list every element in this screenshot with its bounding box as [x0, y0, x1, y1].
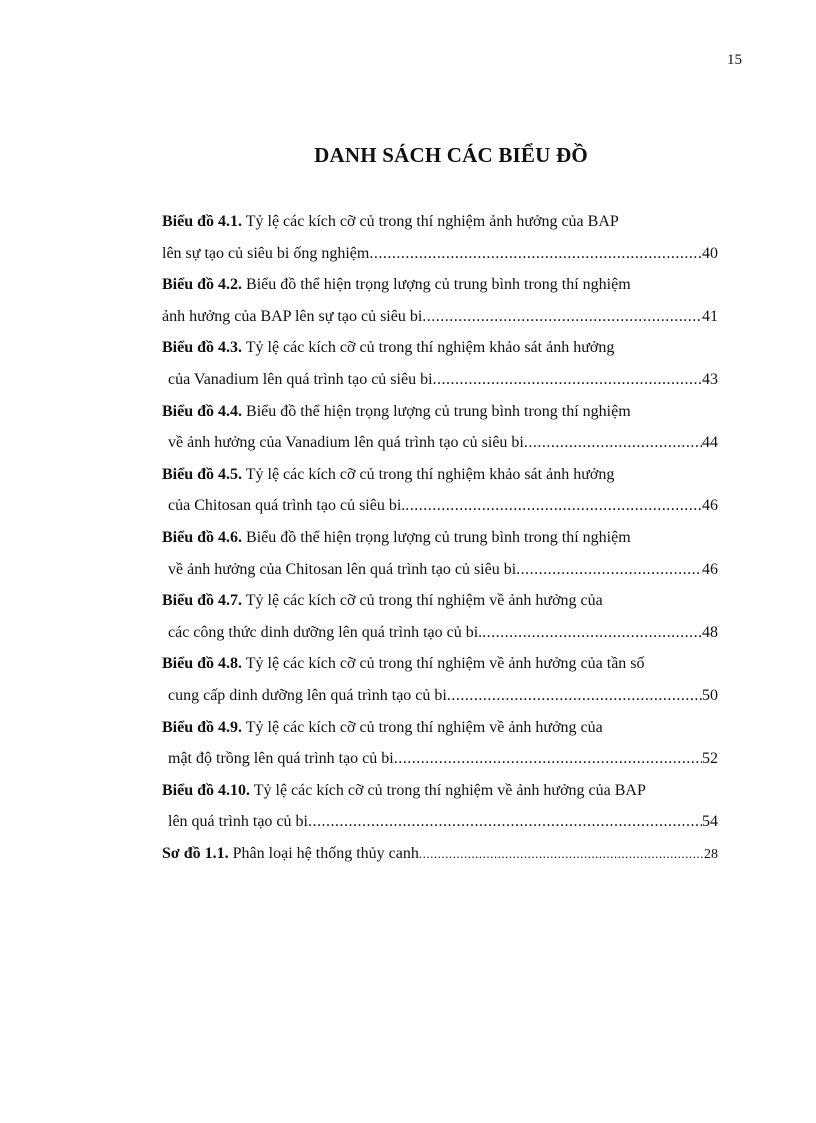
- dot-leader: [369, 238, 702, 270]
- dot-leader: [308, 806, 702, 838]
- dot-leader: [482, 617, 702, 649]
- entry-label: Biểu đồ 4.4.: [162, 402, 243, 420]
- toc-entry-4-9[interactable]: [162, 712, 718, 775]
- entry-title: Tỷ lệ các kích cỡ củ trong thí nghiệm về ảnh hưởng của: [242, 592, 603, 610]
- entry-title-continued: về ảnh hưởng của Chitosan lên quá trình tạo củ siêu bi: [168, 560, 517, 578]
- entry-title: Biểu đồ thể hiện trọng lượng củ trung bình trong thí nghiệm: [242, 528, 631, 546]
- page-number: 15: [727, 52, 742, 68]
- entry-title-continued: mật độ trồng lên quá trình tạo củ bi: [168, 750, 394, 768]
- page-title: DANH SÁCH CÁC BIỂU ĐỒ: [314, 143, 588, 167]
- entry-page-number[interactable]: 43: [702, 370, 718, 388]
- entry-page-number[interactable]: 28: [704, 846, 718, 862]
- entry-title-continued: lên quá trình tạo củ bi: [168, 813, 308, 831]
- entry-label: Biểu đồ 4.10.: [162, 781, 251, 799]
- entry-page-number[interactable]: 44: [702, 434, 718, 452]
- entry-title-continued: các công thức dinh dưỡng lên quá trình tạo củ bi.: [168, 623, 483, 641]
- entry-page-number[interactable]: 50: [702, 686, 718, 704]
- toc-entry-4-4[interactable]: [162, 396, 718, 459]
- entry-title-continued: ảnh hưởng của BAP lên sự tạo củ siêu bi: [162, 307, 423, 325]
- toc-entry-4-10[interactable]: [162, 775, 718, 838]
- entry-page-number[interactable]: 54: [702, 813, 718, 831]
- entry-title: Tỷ lệ các kích cỡ củ trong thí nghiệm về ảnh hưởng của tần số: [242, 655, 645, 673]
- dot-leader: [394, 743, 702, 775]
- entry-title: Tỷ lệ các kích cỡ củ trong thí nghiệm về ảnh hưởng của BAP: [250, 781, 646, 799]
- entry-label: Biểu đồ 4.5.: [162, 465, 243, 483]
- entry-page-number[interactable]: 52: [702, 750, 718, 768]
- entry-label: Biểu đồ 4.2.: [162, 276, 243, 294]
- dot-leader: [419, 838, 704, 870]
- dot-leader: [447, 680, 702, 712]
- entry-title-continued: cung cấp dinh dưỡng lên quá trình tạo củ bi: [168, 686, 447, 704]
- entry-title: Biểu đồ thể hiện trọng lượng củ trung bình trong thí nghiệm: [242, 402, 631, 420]
- entry-page-number[interactable]: 46: [702, 497, 718, 515]
- entry-title-continued: của Chitosan quá trình tạo củ siêu bi.: [168, 497, 406, 515]
- dot-leader: [433, 364, 702, 396]
- entry-title: Phân loại hệ thống thủy canh: [228, 844, 419, 862]
- entry-label: Sơ đồ 1.1.: [162, 844, 229, 862]
- toc-entry-4-2[interactable]: [162, 269, 718, 332]
- toc-entry-diagram-1-1[interactable]: [162, 838, 718, 870]
- entry-title: Tỷ lệ các kích cỡ củ trong thí nghiệm khảo sát ảnh hưởng: [242, 339, 615, 357]
- dot-leader: [516, 554, 702, 586]
- entry-label: Biểu đồ 4.9.: [162, 718, 243, 736]
- dot-leader: [524, 427, 702, 459]
- entry-page-number[interactable]: 48: [702, 623, 718, 641]
- entry-page-number[interactable]: 46: [702, 560, 718, 578]
- entry-label: Biểu đồ 4.7.: [162, 592, 243, 610]
- toc-entry-4-1[interactable]: [162, 206, 718, 269]
- entry-title-continued: về ảnh hưởng của Vanadium lên quá trình tạo củ siêu bi: [168, 434, 524, 452]
- toc-entry-4-3[interactable]: [162, 332, 718, 395]
- toc-entry-4-8[interactable]: [162, 648, 718, 711]
- dot-leader: [422, 301, 702, 333]
- entry-page-number[interactable]: 40: [702, 244, 718, 262]
- entry-title: Tỷ lệ các kích cỡ củ trong thí nghiệm về ảnh hưởng của: [242, 718, 603, 736]
- toc-entry-4-7[interactable]: [162, 585, 718, 648]
- entry-title-continued: lên sự tạo củ siêu bi ống nghiệm: [162, 244, 370, 262]
- toc-entry-4-5[interactable]: [162, 459, 718, 522]
- entry-title-continued: của Vanadium lên quá trình tạo củ siêu bi: [168, 370, 433, 388]
- entry-title: Tỷ lệ các kích cỡ củ trong thí nghiệm ảnh hưởng của BAP: [242, 213, 619, 230]
- entry-label: Biểu đồ 4.3.: [162, 339, 243, 357]
- entry-page-number[interactable]: 41: [702, 307, 718, 325]
- entry-title: Tỷ lệ các kích cỡ củ trong thí nghiệm khảo sát ảnh hưởng: [242, 465, 615, 483]
- entry-label: Biểu đồ 4.1.: [162, 213, 243, 230]
- entry-title: Biểu đồ thể hiện trọng lượng củ trung bình trong thí nghiệm: [242, 276, 631, 294]
- entry-label: Biểu đồ 4.6.: [162, 528, 243, 546]
- entry-label: Biểu đồ 4.8.: [162, 655, 243, 673]
- toc-entry-4-6[interactable]: [162, 522, 718, 585]
- chart-list: [162, 206, 718, 869]
- dot-leader: [405, 490, 702, 522]
